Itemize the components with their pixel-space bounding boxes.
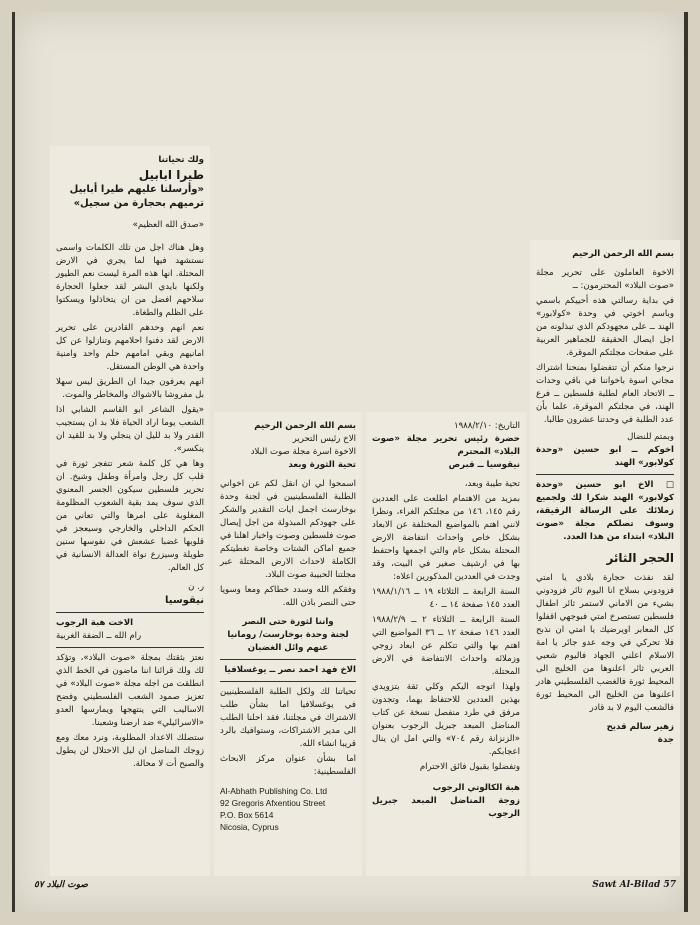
margin-bar <box>12 12 15 912</box>
verse-line-2: ترميهم بحجارة من سجيل» <box>73 198 204 209</box>
addressee: الاخوة اسرة مجلة صوت البلاد <box>250 447 356 457</box>
signature-line: لجنة وحدة بوخارست/ رومانيا <box>227 630 349 640</box>
footer-arabic-folio: صوت البلاد ٥٧ <box>34 880 89 890</box>
signature: اخوكم ــ ابو حسين «وحدة كولابور» الهند <box>536 445 674 468</box>
footer-latin-folio: Sawt Al-Bilad 57 <box>592 880 676 890</box>
article-title: طيرا ابابيل <box>138 168 204 182</box>
closing: وبمتم للنضال <box>627 432 674 442</box>
magazine-page <box>12 12 688 912</box>
paragraph: ولهذا اتوجه اليكم وكلي ثقة بتزويدي بهذين العددين للاحتفاظ بهما، وتجدون مرفق في طرد منفصل نسخة عن كتاب المناضل المبعد جبريل الرجوب بعنوان «الزنزانة رقم ٧٠٤» والتي امل ان ينال اعجابكم. <box>372 682 520 757</box>
reply-recipient: الاخت هبة الرجوب <box>56 618 134 628</box>
paragraph: تحية طيبة وبعد، <box>464 479 520 489</box>
signature-line: واننا لثورة حتى النصر <box>242 617 334 627</box>
address-line: Nicosia, Cyprus <box>220 822 279 832</box>
paragraph: في بداية رسالتي هذه أحييكم باسمي وباسم اخوتي في وحدة «كولابور» الهند ــ على مجهودكم الذي تبذلونه من اجل ايصال الحقيقة للجماهير العربية على صفحات مجلتكم الموقرة. <box>536 296 674 358</box>
paragraph: وها هي كل كلمة شعر تتفجر ثورة في قلب كل رجل وامرأة وطفل وشيخ. ان تحرير فلسطين سيكون الجسر المعنوي الذي سوف يمد بقية الشعوب المظلومة المغلوبة على امرها والتي تعاني من الحكم الداخلي والخارجي وسيعجز في قلوبها غضبا عشعش في نفوسها سنين طويلة وسيزرع نواة العدالة الانسانية في كل العالم. <box>56 459 204 573</box>
margin-bar <box>684 12 688 912</box>
reply-recipient: الاخ فهد احمد نصر ــ يوغسلافيا <box>224 665 356 675</box>
reply-paragraph: نعتز بثقتك بمجلة «صوت البلاد»، وتؤكد لك ولك قرائنا اننا ماضون في الخط الذي انطلقت من اجله مجلة «صوت البلاد» في تعزيز صمود الشعب الفلسطيني وفضح الاساليب التي ينتهجها ويمارسها العدو «الاسرائيلي» ضد ارضنا وشعبنا. <box>56 653 204 728</box>
address-line: 92 Gregoris Afxentiou Street <box>220 798 326 808</box>
reply-location: رام الله ــ الضفة الغربية <box>56 631 142 641</box>
signature-title: زوجة المناضل المبعد جبريل الرجوب <box>372 796 520 819</box>
address-line: Al-Abhath Publishing Co. Ltd <box>220 786 328 796</box>
verse-line-1: «وأرسلنا عليهم طيرا أبابيل <box>69 184 204 195</box>
addressee: حضرة رئيس تحرير مجلة «صوت البلاد» المحترم <box>372 434 520 457</box>
greeting-line: ولك تحياتنا <box>158 155 204 165</box>
letter-column-hiba <box>366 412 526 876</box>
verse-attribution: «صدق الله العظيم» <box>132 220 204 230</box>
letter-date: التاريخ: ١٩٨٨/٢/١٠ <box>453 421 520 431</box>
reply-paragraph: تحياتنا لك ولكل الطلبة الفلسطينيين في يوغسلافيا اما بشأن طلب الاشتراك في مجلتنا، فقد احلنا الطلب الى مدير الاشتراكات، وستوافيك بالرد قريبا انشاء الله. <box>220 687 356 749</box>
letter-column-kolapur <box>530 240 680 876</box>
letter-column-tayran <box>50 146 210 876</box>
divider <box>56 647 204 648</box>
basmala: بسم الله الرحمن الرحيم <box>572 249 674 259</box>
reply-paragraph: اما بشأن عنوان مركز الابحاث الفلسطينية: <box>220 754 356 777</box>
signature-initials: ر. ن <box>188 582 204 592</box>
paragraph: انهم يعرفون جيدا ان الطريق ليس سهلا بل مفروشا بالاشواك والمخاطر والموت. <box>56 377 204 400</box>
poem-title: الحجر الثائر <box>606 551 674 565</box>
signature-line: عنهم وائل الغضبان <box>247 643 329 653</box>
addressee: الاخ رئيس التحرير <box>292 434 356 444</box>
basmala: بسم الله الرحمن الرحيم <box>254 421 356 431</box>
address-line: P.O. Box 5614 <box>220 810 274 820</box>
paragraph: نعم انهم وحدهم القادرين على تحرير الارض لقد دفنوا احلامهم وتنازلوا عن كل امانيهم وبقي امامهم حلم واحد وامنية واحدة هي الوطن المستقل. <box>56 323 204 372</box>
paragraph: وفقكم الله وسدد خطاكم ومعا وسويا حتى النصر باذن الله. <box>220 585 356 608</box>
signature-name: هبة الكالوتي الرجوب <box>432 783 520 793</box>
publisher-address <box>220 785 356 833</box>
addressee: الاخوة العاملون على تحرير مجلة «صوت البلاد» المحترمون: ــ <box>536 268 674 291</box>
paragraph: وهل هناك اجل من تلك الكلمات واسمى نستشهد فيها لما يجري في الارض المحتلة. انها هذه المرة ليست نعم الطيور ولكنها بايدي البشر لقد جعلوا الحجارة سلاحهم افضل من ان يتخاذلوا ويسكتوا على الظلم والطغاة. <box>56 243 204 318</box>
paragraph: نرجوا منكم أن تتفضلوا بمنحنا اشتراك مجاني اسوة باخواننا في باقي وحدات ــ الاتحاد العام لطلبة فلسطين ــ فرع الهند، في مجلتكم الموقرة، علما بأن عدد الطلبة في وحدتنا عشرون طالبا. <box>536 363 674 425</box>
paragraph: السنة الرابعة ــ الثلاثاء ٢ ــ ١٩٨٨/٢/٩ العدد ١٤٦ صفحة ١٢ ــ ٣٦ المواضيع التي اهتم بها والتي تتكلم عن ابعاد زوجي وزملائه واحداث الانتفاضة في الارض المحتلة. <box>372 615 520 677</box>
editor-reply: □ الاخ ابو حسين «وحدة كولابور» الهند شكرا لك ولجميع زملائك على الرسالة الرقيقة، وسوف تصلكم مجلة «صوت البلاد» ابتداء من هذا العدد. <box>536 480 674 542</box>
poet-city: جدة <box>657 735 674 745</box>
paragraph: «يقول الشاعر ابو القاسم الشابي اذا الشعب يوما اراد الحياة فلا بد ان يستجيب القدر ولا بد لليل ان ينجلي ولا بد للقيد ان ينكسر». <box>56 405 204 454</box>
divider <box>220 681 356 682</box>
poet-name: زهير سالم قديح <box>606 722 674 732</box>
paragraph: اسمحوا لي ان انقل لكم عن اخواني الطلبة الفلسطينيين في لجنة وحدة بوخارست اجمل ايات التقدير والشكر على جهودكم المبذولة من اجل إيصال صوت فلسطين وصوت واخبار اهلنا في جميع اماكن الشتات وخاصة تغطيتكم الكاملة لاحداث الارض المحتلة عبر مجلتنا الحبيبة صوت البلاد. <box>220 479 356 580</box>
poem-text: لقد نفذت حجارة بلادي يا امتي فزودوني بسلاح انا اليوم ثائر فزودوني بشيء من الاماني لاستمر ثائر اطفال فلسطين تستصرخ امتي فبوجهي اقفلوا كل المعابر اويرضيك يا امتي ان نذبح فلا تحركي في وجه عدو جائر يا امة الاسلام اعلني الجهاد فاليوم شعبي العربي ثائر اعلنوها من الخليج الى المحيط ثورة فالغضب الفلسطيني هادر اعلنوها من الخليج الى المحيط ثورة فالشعب اليوم لا بد قادر <box>536 573 674 713</box>
letter-column-bucharest <box>214 412 362 876</box>
reply-paragraph: ستصلك الاعداد المطلوبة، ونرد معك ومع زوجك المناضل ان ليل الاحتلال لن يطول والصبح أت لا محالة. <box>56 733 204 769</box>
addressee-location: نيقوسيا ــ قبرص <box>448 460 520 470</box>
divider <box>220 659 356 660</box>
paragraph: وتفضلوا بقبول فائق الاحترام <box>419 762 520 772</box>
paragraph: السنة الرابعة ــ الثلاثاء ١٩ ــ ١٩٨٨/١/١٦ العدد ١٤٥ صفحة ١٤ ــ ٤٠ <box>372 587 520 610</box>
salutation: تحية الثورة وبعد <box>288 460 356 470</box>
signature-city: نيقوسيا <box>165 595 204 606</box>
paragraph: بمزيد من الاهتمام اطلعت على العددين رقم ١٤٥، ١٤٦ من مجلتكم الغراء، ونظرا لانني اهتم بالمواضيع المختلفة عن الابعاد بشكل خاص واحداث انتفاضة الارض المحتلة بشكل عام والتي اجمعها واحتفظ بها في ارشيف صغير في البيت، وقد وجدت في العددين المذكورين اعلاه: <box>372 494 520 582</box>
divider <box>536 474 674 475</box>
divider <box>56 612 204 613</box>
